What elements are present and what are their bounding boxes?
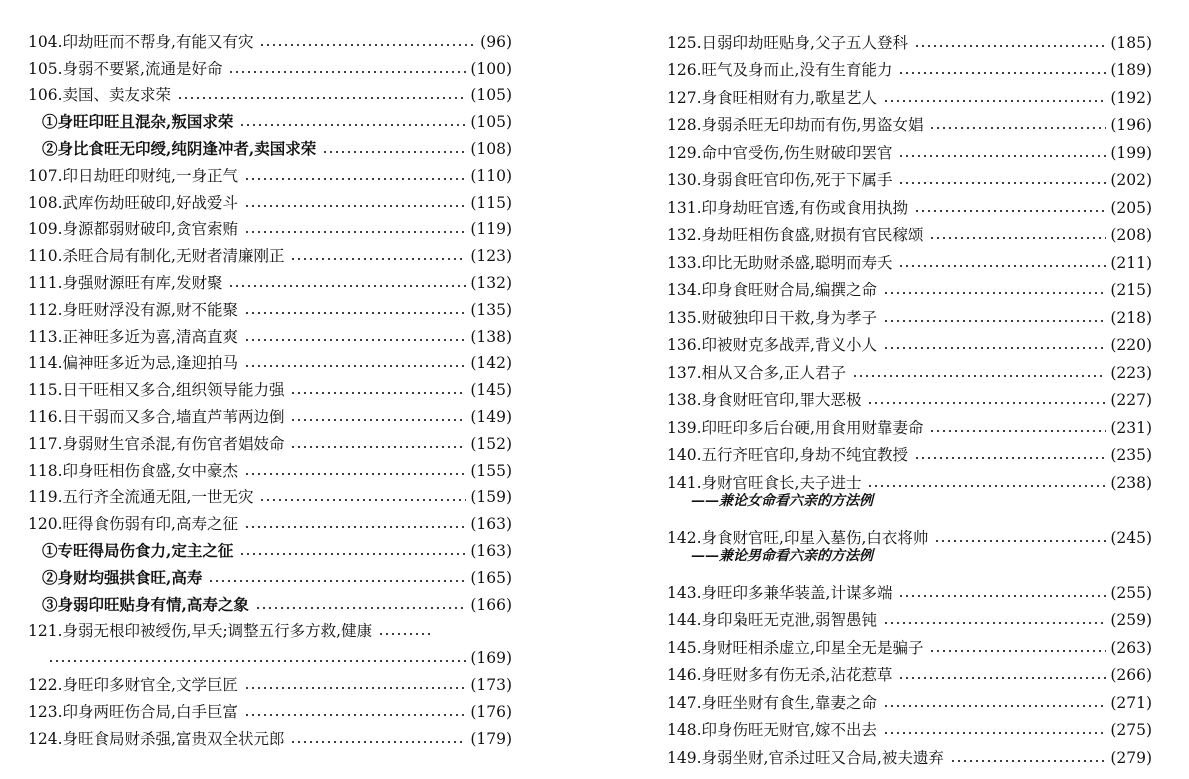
leader-dots <box>914 455 1106 461</box>
toc-page-number: (202) <box>1110 171 1152 189</box>
leader-dots <box>244 471 466 477</box>
leader-dots <box>259 497 466 503</box>
toc-entry-title: ③身弱印旺贴身有情,高寿之象 <box>42 594 249 614</box>
toc-page-number: (275) <box>1110 721 1152 739</box>
toc-page-number: (100) <box>470 59 512 78</box>
leader-dots <box>898 593 1106 599</box>
leader-dots <box>228 283 466 289</box>
toc-entry-title: 138.身食财旺官印,罪大恶极 <box>667 391 862 409</box>
toc-entry-title: 113.正神旺多近为喜,清高直爽 <box>28 327 238 346</box>
toc-page-number: (220) <box>1110 336 1152 354</box>
toc-page-number: (192) <box>1110 88 1152 107</box>
toc-entry[interactable] <box>28 721 512 748</box>
toc-page-number: (255) <box>1110 583 1152 602</box>
leader-dots <box>898 675 1106 681</box>
toc-page-number: (279) <box>1110 748 1152 767</box>
leader-dots <box>244 310 466 316</box>
toc-entry[interactable] <box>28 640 512 667</box>
toc-page-number: (159) <box>470 488 512 507</box>
toc-entry-title: 144.身印枭旺无克泄,弱智愚钝 <box>667 611 877 629</box>
toc-entry[interactable] <box>28 453 512 480</box>
toc-page-number: (208) <box>1110 226 1152 244</box>
leader-dots <box>290 390 466 396</box>
toc-entry[interactable] <box>28 265 512 292</box>
toc-page-number: (132) <box>470 273 512 292</box>
leader-dots <box>929 125 1106 131</box>
toc-entry[interactable] <box>28 185 512 212</box>
toc-entry-title: 122.身旺印多财官全,文学巨匠 <box>28 675 238 694</box>
toc-page-number: (189) <box>1110 61 1152 79</box>
toc-entry-title: 134.印身食旺财合局,编撰之命 <box>667 281 877 299</box>
toc-page-number: (173) <box>470 675 512 694</box>
toc-entry-title: 135.财破独印日干救,身为孝子 <box>667 308 877 327</box>
toc-entry-title: 117.身弱财生官杀混,有伤官者娼妓命 <box>28 434 285 453</box>
toc-page-number: (223) <box>1110 363 1152 382</box>
leader-dots <box>883 345 1106 351</box>
toc-entry-title: 110.杀旺合局有制化,无财者清廉刚正 <box>28 247 285 266</box>
toc-entry[interactable] <box>667 79 1152 107</box>
toc-entry[interactable] <box>28 667 512 694</box>
toc-entry[interactable] <box>667 602 1152 630</box>
leader-dots <box>290 256 466 262</box>
toc-entry-title: 121.身弱无根印被绶伤,早夭;调整五行多方救,健康 <box>28 622 373 641</box>
leader-dots <box>883 620 1106 626</box>
toc-entry-title: 148.印身伤旺无财官,嫁不出去 <box>667 721 877 739</box>
toc-page-number: (205) <box>1110 198 1152 217</box>
toc-entry-title: ②身财均强拱食旺,高寿 <box>42 567 203 587</box>
toc-entry-title: 130.身弱食旺官印伤,死于下属手 <box>667 171 893 189</box>
leader-dots <box>290 739 466 745</box>
toc-entry-title: ②身比食旺无印绶,纯阴逢冲者,卖国求荣 <box>42 138 317 158</box>
toc-entry[interactable] <box>28 480 512 507</box>
leader-dots <box>290 444 466 450</box>
toc-entry[interactable] <box>667 272 1152 300</box>
toc-entry-title: 111.身强财源旺有库,发财聚 <box>28 273 223 292</box>
toc-page-number: (166) <box>470 595 512 614</box>
toc-entry[interactable] <box>28 506 512 533</box>
leader-dots <box>244 229 466 235</box>
leader-dots <box>852 373 1106 379</box>
leader-dots <box>883 318 1106 324</box>
toc-page-number: (152) <box>470 434 512 453</box>
leader-dots <box>950 758 1106 764</box>
toc-sub-entry[interactable] <box>28 533 512 560</box>
toc-entry[interactable] <box>28 158 512 185</box>
leader-dots <box>898 153 1106 159</box>
toc-sub-entry[interactable] <box>28 560 512 587</box>
toc-page-number: (142) <box>470 354 512 373</box>
toc-entry-title: 119.五行齐全流通无阻,一世无灾 <box>28 488 254 507</box>
leader-dots <box>898 180 1106 186</box>
leader-dots <box>48 658 466 664</box>
toc-entry-title: ①身旺印旺且混杂,叛国求荣 <box>42 112 234 132</box>
leader-dots <box>378 631 434 637</box>
leader-dots <box>259 42 476 48</box>
toc-entry[interactable] <box>28 319 512 346</box>
leader-dots <box>244 524 466 530</box>
toc-page-number: (231) <box>1110 418 1152 437</box>
leader-dots <box>883 290 1106 296</box>
toc-entry-title: 139.印旺印多后台硬,用食用财靠妻命 <box>667 418 924 437</box>
toc-entry[interactable] <box>28 426 512 453</box>
leader-dots <box>914 208 1106 214</box>
leader-dots <box>929 235 1106 241</box>
toc-page-number: (263) <box>1110 638 1152 657</box>
toc-entry-title: 141.身财官旺食长,夫子进士 <box>667 473 862 492</box>
toc-sub-entry[interactable] <box>28 131 512 158</box>
toc-entry[interactable] <box>28 24 512 51</box>
toc-entry-title: 120.旺得食伤弱有印,高寿之征 <box>28 515 238 534</box>
toc-page-number: (108) <box>470 139 512 158</box>
toc-entry[interactable] <box>667 217 1152 245</box>
toc-page-number: (199) <box>1110 143 1152 162</box>
toc-entry[interactable] <box>28 614 512 641</box>
toc-entry[interactable] <box>28 694 512 721</box>
toc-page-number: (259) <box>1110 611 1152 629</box>
toc-right-column <box>667 24 1152 767</box>
leader-dots <box>867 483 1106 489</box>
toc-entry[interactable] <box>667 519 1152 547</box>
toc-page-number: (238) <box>1110 473 1152 492</box>
toc-entry[interactable] <box>667 299 1152 327</box>
toc-entry[interactable] <box>28 399 512 426</box>
toc-entry-title: 105.身弱不要紧,流通是好命 <box>28 59 223 78</box>
toc-page-number: (196) <box>1110 116 1152 134</box>
leader-dots <box>208 578 466 584</box>
toc-entry[interactable] <box>28 346 512 373</box>
leader-dots <box>934 538 1106 544</box>
toc-page-number: (163) <box>470 515 512 534</box>
toc-entry-title: 107.印日劫旺印财纯,一身正气 <box>28 166 238 185</box>
toc-subtitle-note: ——兼论男命看六亲的方法例 <box>691 547 873 564</box>
toc-entry-title: 131.印身劫旺官透,有伤或食用执拗 <box>667 198 908 217</box>
toc-page-number: (163) <box>470 541 512 560</box>
toc-entry-title: 143.身旺印多兼华装盖,计谋多端 <box>667 583 893 602</box>
toc-page-number: (211) <box>1110 253 1152 272</box>
toc-entry[interactable] <box>667 657 1152 685</box>
toc-entry-title: 140.五行齐旺官印,身劫不纯宜教授 <box>667 446 908 464</box>
leader-dots <box>239 122 466 128</box>
leader-dots <box>244 176 466 182</box>
toc-entry[interactable] <box>667 24 1152 52</box>
leader-dots <box>255 605 466 611</box>
toc-entry-title: 115.日干旺相又多合,组织领导能力强 <box>28 381 285 400</box>
toc-page-number: (123) <box>470 247 512 266</box>
leader-dots <box>929 648 1106 654</box>
toc-entry-title: 109.身源都弱财破印,贪官索贿 <box>28 220 238 239</box>
leader-dots <box>867 400 1106 406</box>
toc-page-number: (155) <box>470 461 512 480</box>
leader-dots <box>244 685 466 691</box>
toc-entry[interactable] <box>28 372 512 399</box>
leader-dots <box>244 363 466 369</box>
toc-entry[interactable] <box>667 354 1152 382</box>
toc-page-number: (169) <box>470 649 512 668</box>
toc-entry[interactable] <box>667 739 1152 767</box>
toc-entry[interactable] <box>667 327 1152 355</box>
toc-entry[interactable] <box>667 684 1152 712</box>
toc-entry-title: 137.相从又合多,正人君子 <box>667 363 846 382</box>
toc-entry-title: 128.身弱杀旺无印劫而有伤,男盗女娼 <box>667 116 924 134</box>
toc-page-number: (245) <box>1110 528 1152 547</box>
toc-entry[interactable] <box>28 212 512 239</box>
leader-dots <box>177 95 466 101</box>
leader-dots <box>290 417 466 423</box>
toc-entry[interactable] <box>28 292 512 319</box>
toc-page-number: (110) <box>470 166 512 185</box>
toc-entry[interactable] <box>667 189 1152 217</box>
toc-page-number: (165) <box>470 568 512 587</box>
toc-page-number: (215) <box>1110 281 1152 299</box>
toc-entry[interactable] <box>667 52 1152 80</box>
toc-entry-title: 124.身旺食局财杀强,富贵双全状元郎 <box>28 729 285 748</box>
toc-left-column <box>28 24 512 748</box>
toc-page-number: (135) <box>470 300 512 319</box>
toc-entry[interactable] <box>667 464 1152 492</box>
toc-page-number: (227) <box>1110 391 1152 409</box>
toc-entry[interactable] <box>667 629 1152 657</box>
toc-entry[interactable] <box>667 244 1152 272</box>
toc-page-number: (105) <box>470 86 512 105</box>
toc-entry-title: 149.身弱坐财,官杀过旺又合局,被夫遗弃 <box>667 748 944 767</box>
leader-dots <box>929 428 1106 434</box>
toc-sub-entry[interactable] <box>28 104 512 131</box>
toc-entry[interactable] <box>28 238 512 265</box>
toc-entry[interactable] <box>28 78 512 105</box>
toc-entry[interactable] <box>28 51 512 78</box>
toc-entry-title: 133.印比无助财杀盛,聪明而寿夭 <box>667 253 893 272</box>
toc-entry[interactable] <box>667 409 1152 437</box>
toc-page-number: (266) <box>1110 666 1152 684</box>
leader-dots <box>244 712 466 718</box>
toc-page-number: (218) <box>1110 308 1152 327</box>
toc-page-number: (179) <box>470 729 512 748</box>
leader-dots <box>244 203 466 209</box>
toc-page-number: (185) <box>1110 33 1152 52</box>
toc-entry-title: 145.身财旺相杀虚立,印星全无是骗子 <box>667 638 924 657</box>
toc-entry-title: 104.印劫旺而不帮身,有能又有灾 <box>28 32 254 51</box>
toc-entry[interactable] <box>667 382 1152 410</box>
toc-page-number: (119) <box>470 220 512 239</box>
toc-entry-title: 129.命中官受伤,伤生财破印罢官 <box>667 143 893 162</box>
toc-entry[interactable] <box>667 134 1152 162</box>
toc-subtitle-note: ——兼论女命看六亲的方法例 <box>691 492 873 509</box>
toc-page-number: (96) <box>480 32 512 51</box>
leader-dots <box>898 70 1106 76</box>
toc-entry-title: 126.旺气及身而止,没有生育能力 <box>667 61 893 79</box>
toc-entry-title: 108.武库伤劫旺破印,好战爱斗 <box>28 193 238 212</box>
toc-entry-title: 112.身旺财浮没有源,财不能聚 <box>28 300 238 319</box>
toc-sub-entry[interactable] <box>28 587 512 614</box>
toc-page-number: (235) <box>1110 446 1152 464</box>
toc-page-number: (145) <box>470 381 512 400</box>
toc-entry-title: 146.身旺财多有伤无杀,沾花惹草 <box>667 666 893 684</box>
leader-dots <box>228 69 466 75</box>
toc-entry[interactable] <box>667 712 1152 740</box>
leader-dots <box>883 730 1106 736</box>
toc-entry[interactable] <box>667 162 1152 190</box>
leader-dots <box>883 98 1106 104</box>
toc-page-number: (149) <box>470 407 512 426</box>
toc-entry[interactable] <box>667 574 1152 602</box>
leader-dots <box>244 337 466 343</box>
toc-page-number: (176) <box>470 702 512 721</box>
leader-dots <box>239 551 466 557</box>
toc-entry-title: 106.卖国、卖友求荣 <box>28 86 172 105</box>
toc-entry-title: 127.身食旺相财有力,歌星艺人 <box>667 88 877 107</box>
toc-page-number: (138) <box>470 327 512 346</box>
toc-entry-title: 125.日弱印劫旺贴身,父子五人登科 <box>667 33 908 52</box>
toc-page-number: (271) <box>1110 693 1152 712</box>
toc-entry-title: ①专旺得局伤食力,定主之征 <box>42 540 234 560</box>
toc-entry-title: 136.印被财克多战弄,背义小人 <box>667 336 877 354</box>
toc-entry-title: 123.印身两旺伤合局,白手巨富 <box>28 702 238 721</box>
toc-entry-title: 142.身食财官旺,印星入墓伤,白衣将帅 <box>667 528 929 547</box>
toc-entry-title: 147.身旺坐财有食生,靠妻之命 <box>667 693 877 712</box>
toc-entry-title: 114.偏神旺多近为忌,逢迎拍马 <box>28 354 238 373</box>
toc-entry-title: 116.日干弱而又多合,墙直芦苇两边倒 <box>28 407 285 426</box>
toc-page-number: (105) <box>470 113 512 132</box>
toc-entry-title: 132.身劫旺相伤食盛,财损有官民稼颂 <box>667 226 924 244</box>
toc-entry[interactable] <box>667 107 1152 135</box>
leader-dots <box>322 149 466 155</box>
leader-dots <box>883 703 1106 709</box>
toc-page-number: (115) <box>470 193 512 212</box>
toc-entry[interactable] <box>667 437 1152 465</box>
leader-dots <box>914 43 1106 49</box>
leader-dots <box>898 263 1106 269</box>
toc-entry-title: 118.印身旺相伤食盛,女中豪杰 <box>28 461 238 480</box>
